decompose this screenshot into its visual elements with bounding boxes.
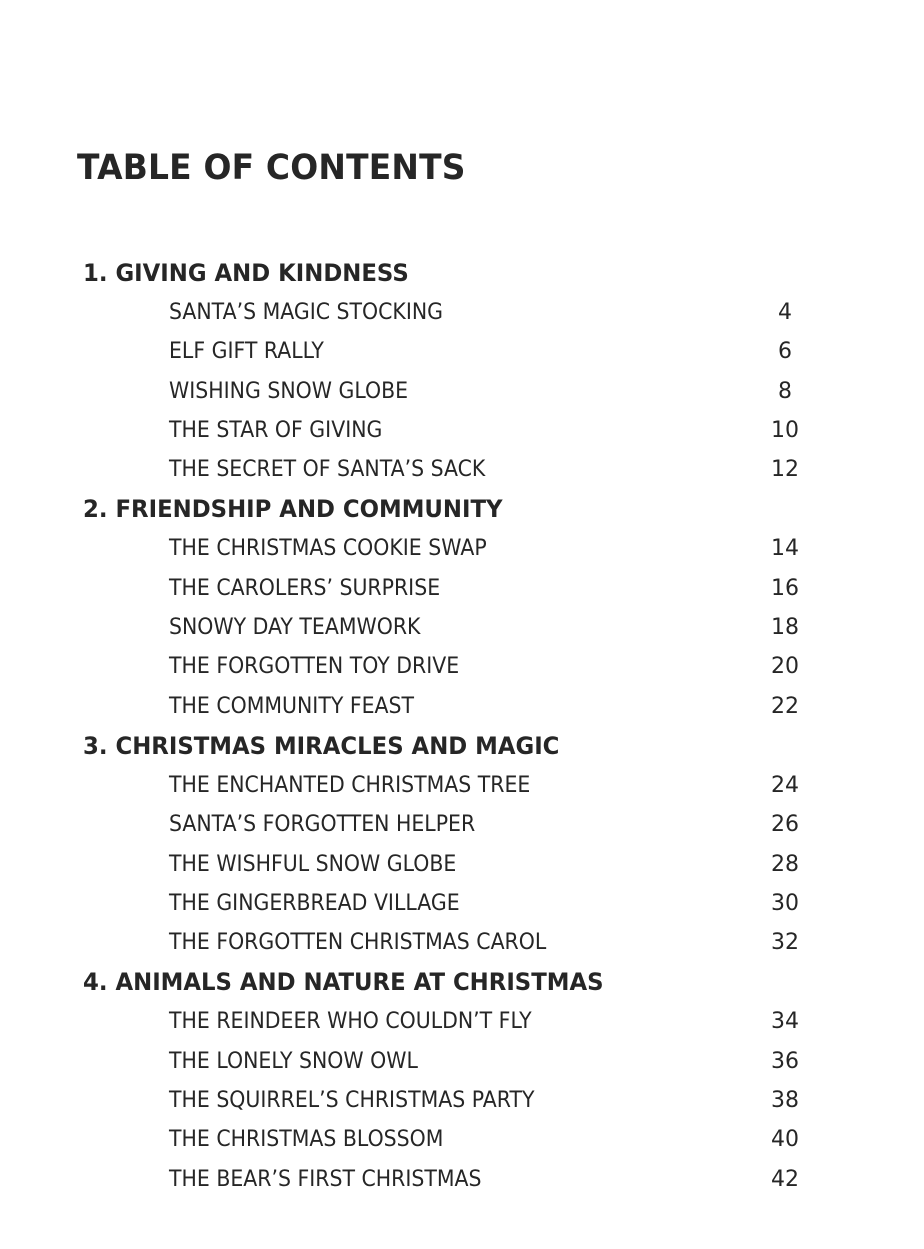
entry-title: THE SECRET OF SANTA’S SACK (169, 457, 486, 483)
toc-entry[interactable] (83, 1002, 843, 1041)
entry-page-number: 8 (778, 378, 792, 404)
entry-title: THE BEAR’S FIRST CHRISTMAS (169, 1166, 482, 1192)
toc-entry[interactable] (83, 845, 843, 884)
entry-page-number: 24 (771, 772, 799, 798)
entry-page-number: 20 (771, 654, 799, 680)
entry-page-number: 18 (771, 615, 799, 641)
toc-entry[interactable] (83, 293, 843, 332)
entry-title: THE CHRISTMAS COOKIE SWAP (169, 536, 487, 562)
section-heading: 2. FRIENDSHIP AND COMMUNITY (83, 495, 503, 524)
toc-entry[interactable] (83, 450, 843, 489)
entry-title: THE LONELY SNOW OWL (169, 1048, 418, 1074)
page-title: TABLE OF CONTENTS (77, 148, 466, 188)
toc-section (83, 726, 843, 962)
toc-section (83, 962, 843, 1198)
entry-page-number: 40 (771, 1127, 799, 1153)
toc-entry[interactable] (83, 923, 843, 962)
entry-title: WISHING SNOW GLOBE (169, 378, 409, 404)
entry-page-number: 36 (771, 1048, 799, 1074)
toc-entry[interactable] (83, 529, 843, 568)
entry-title: THE REINDEER WHO COULDN’T FLY (169, 1009, 532, 1035)
section-heading: 3. CHRISTMAS MIRACLES AND MAGIC (83, 731, 560, 760)
toc-entry[interactable] (83, 569, 843, 608)
entry-title: SNOWY DAY TEAMWORK (169, 615, 421, 641)
entry-title: SANTA’S FORGOTTEN HELPER (169, 812, 476, 838)
entry-title: THE FORGOTTEN CHRISTMAS CAROL (169, 930, 547, 956)
entry-page-number: 12 (771, 457, 799, 483)
entry-title: THE COMMUNITY FEAST (169, 693, 415, 719)
toc-entry[interactable] (83, 332, 843, 371)
entry-title: THE STAR OF GIVING (169, 417, 383, 443)
entry-page-number: 22 (771, 693, 799, 719)
toc-entry[interactable] (83, 805, 843, 844)
entry-title: SANTA’S MAGIC STOCKING (169, 300, 444, 325)
toc-section (83, 253, 843, 489)
entry-title: THE CAROLERS’ SURPRISE (169, 575, 441, 601)
entry-title: THE ENCHANTED CHRISTMAS TREE (169, 772, 531, 798)
entry-page-number: 30 (771, 890, 799, 916)
entry-page-number: 16 (771, 575, 799, 601)
entry-page-number: 38 (771, 1088, 799, 1114)
entry-page-number: 32 (771, 930, 799, 956)
entry-page-number: 6 (778, 339, 792, 365)
entry-page-number: 34 (771, 1009, 799, 1035)
toc-entry[interactable] (83, 1120, 843, 1159)
entry-title: ELF GIFT RALLY (169, 339, 324, 365)
toc-entry[interactable] (83, 608, 843, 647)
entry-page-number: 26 (771, 812, 799, 838)
toc-entry[interactable] (83, 884, 843, 923)
entry-page-number: 14 (771, 536, 799, 562)
table-of-contents (83, 253, 843, 1199)
entry-page-number: 28 (771, 851, 799, 877)
entry-title: THE WISHFUL SNOW GLOBE (169, 851, 457, 877)
entry-title: THE CHRISTMAS BLOSSOM (169, 1127, 444, 1153)
toc-entry[interactable] (83, 1081, 843, 1120)
toc-entry[interactable] (83, 1042, 843, 1081)
toc-entry[interactable] (83, 1160, 843, 1199)
toc-entry[interactable] (83, 766, 843, 805)
entry-page-number: 4 (778, 300, 792, 325)
toc-section (83, 489, 843, 725)
toc-entry[interactable] (83, 647, 843, 686)
entry-title: THE SQUIRREL’S CHRISTMAS PARTY (169, 1088, 535, 1114)
toc-entry[interactable] (83, 411, 843, 450)
entry-page-number: 42 (771, 1166, 799, 1192)
section-heading: 1. GIVING AND KINDNESS (83, 259, 409, 287)
section-heading: 4. ANIMALS AND NATURE AT CHRISTMAS (83, 968, 604, 997)
toc-entry[interactable] (83, 372, 843, 411)
toc-entry[interactable] (83, 687, 843, 726)
entry-title: THE FORGOTTEN TOY DRIVE (169, 654, 460, 680)
entry-page-number: 10 (771, 417, 799, 443)
entry-title: THE GINGERBREAD VILLAGE (169, 890, 460, 916)
